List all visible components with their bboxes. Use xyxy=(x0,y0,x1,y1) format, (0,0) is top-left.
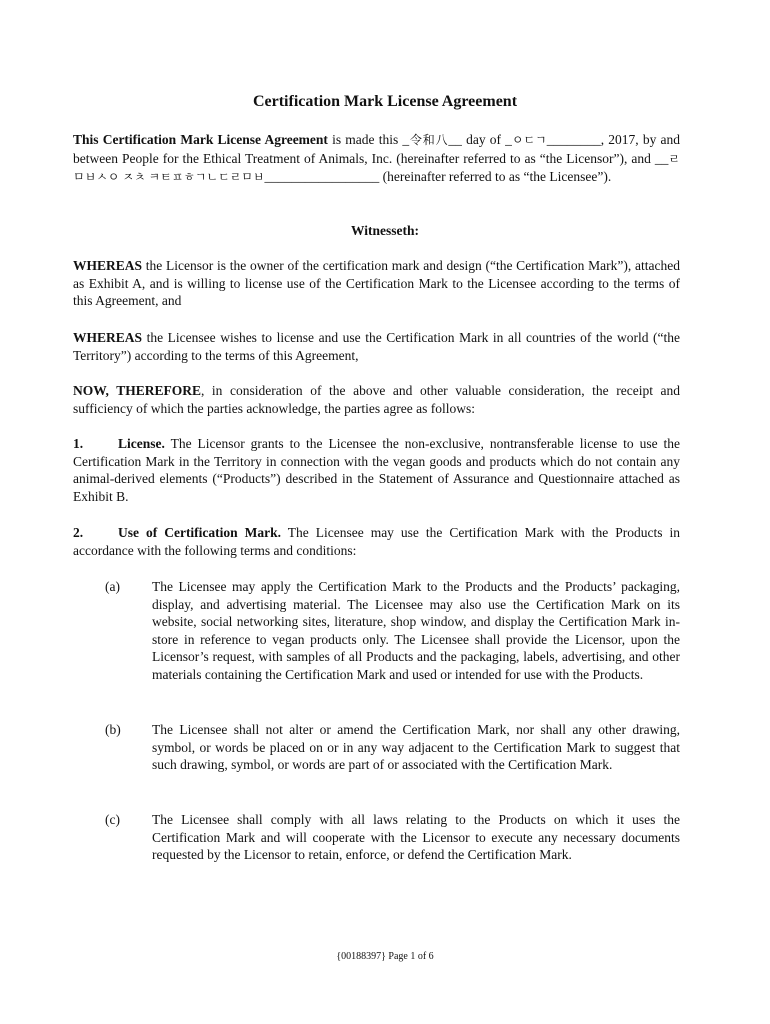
month-field[interactable]: ㅇㄷㄱ xyxy=(511,133,547,147)
whereas-text-2: the Licensee wishes to license and use the Certification Mark in all countries of the world (“the Territory”) according to the terms of this Agreement, xyxy=(73,330,680,363)
whereas-paragraph-2 xyxy=(73,329,680,364)
section-1-paragraph xyxy=(73,435,680,505)
subsection-b-label: (b) xyxy=(105,722,121,737)
subsection-a-text: The Licensee may apply the Certification Mark to the Products and the Products’ packaging, display, and advertising material. The Licensee may also use the Certification Mark on its website, social networking sites, literature, shop window, and display the Certification Mark in-store in reference to vegan products only. The Licensee shall provide the Licensor, upon the Licensor’s request, with samples of all Products and the packaging, labels, advertising, and other materials containing the Certification Mark and used or intended for use with the Products. xyxy=(152,579,680,682)
section-1-number: 1. xyxy=(73,436,84,451)
section-2-text: The Licensee may use the Certification Mark with the Products in accordance with the following terms and conditions: xyxy=(73,525,680,558)
subsection-a-label: (a) xyxy=(105,579,120,594)
whereas-text-1: the Licensor is the owner of the certification mark and design (“the Certification Mark”), attached as Exhibit A, and is willing to license use of the Certification Mark to the Licensee according to the terms of this Agreement, and xyxy=(73,258,680,309)
agreement-name: This Certification Mark License Agreement xyxy=(73,132,328,147)
section-2-number: 2. xyxy=(73,525,84,540)
section-1-heading: License. xyxy=(118,436,165,451)
section-2-paragraph xyxy=(73,524,680,559)
whereas-lead-1: WHEREAS xyxy=(73,258,143,273)
day-field[interactable]: 令和八 xyxy=(409,133,449,147)
whereas-lead-2: WHEREAS xyxy=(73,330,143,345)
now-therefore-lead: NOW, THEREFORE xyxy=(73,383,201,398)
subsection-c-text: The Licensee shall comply with all laws relating to the Products on which it uses the Certification Mark and will cooperate with the Licensor to execute any necessary documents requested by the Licensor to retain, enforce, or defend the Certification Mark. xyxy=(152,812,680,863)
licensee-name-field[interactable]: ㄹㅁㅂㅅㅇ ㅈㅊ ㅋㅌㅍㅎㄱㄴㄷㄹㅁㅂ xyxy=(73,151,680,185)
intro-paragraph xyxy=(73,131,680,187)
subsection-c-label: (c) xyxy=(105,812,120,827)
intro-text-3: ________, 2017, by and between People for the Ethical Treatment of Animals, Inc. (hereinafter referred to as “the Licensor”), and __ xyxy=(73,132,680,166)
whereas-paragraph-1 xyxy=(73,257,680,310)
witnesseth-heading: Witnesseth: xyxy=(350,223,419,238)
intro-text-1: is made this _ xyxy=(327,132,410,147)
section-2-heading: Use of Certification Mark. xyxy=(118,525,282,540)
intro-text-4: _________________ (hereinafter referred to as “the Licensee”). xyxy=(264,169,612,185)
now-therefore-text: , in consideration of the above and other valuable consideration, the receipt and sufficiency of which the parties acknowledge, the parties agree as follows: xyxy=(73,383,681,416)
intro-text-2: __ day of _ xyxy=(448,132,512,147)
document-title: Certification Mark License Agreement xyxy=(252,93,518,110)
page-footer: {00188397} Page 1 of 6 xyxy=(336,951,434,962)
now-therefore-paragraph xyxy=(73,382,680,417)
section-1-text: The Licensor grants to the Licensee the non-exclusive, nontransferable license to use the Certification Mark in the Territory in connection with the vegan goods and products which do not contain any animal-derived elements (“Products”) described in the Statement of Assurance and Questionnaire attached as Exhibit B. xyxy=(73,436,680,504)
subsection-b-text: The Licensee shall not alter or amend the Certification Mark, nor shall any other drawing, symbol, or words be placed on or in any way adjacent to the Certification Mark to suggest that such drawing, symbol, or words are part of or associated with the Certification Mark. xyxy=(152,722,680,773)
